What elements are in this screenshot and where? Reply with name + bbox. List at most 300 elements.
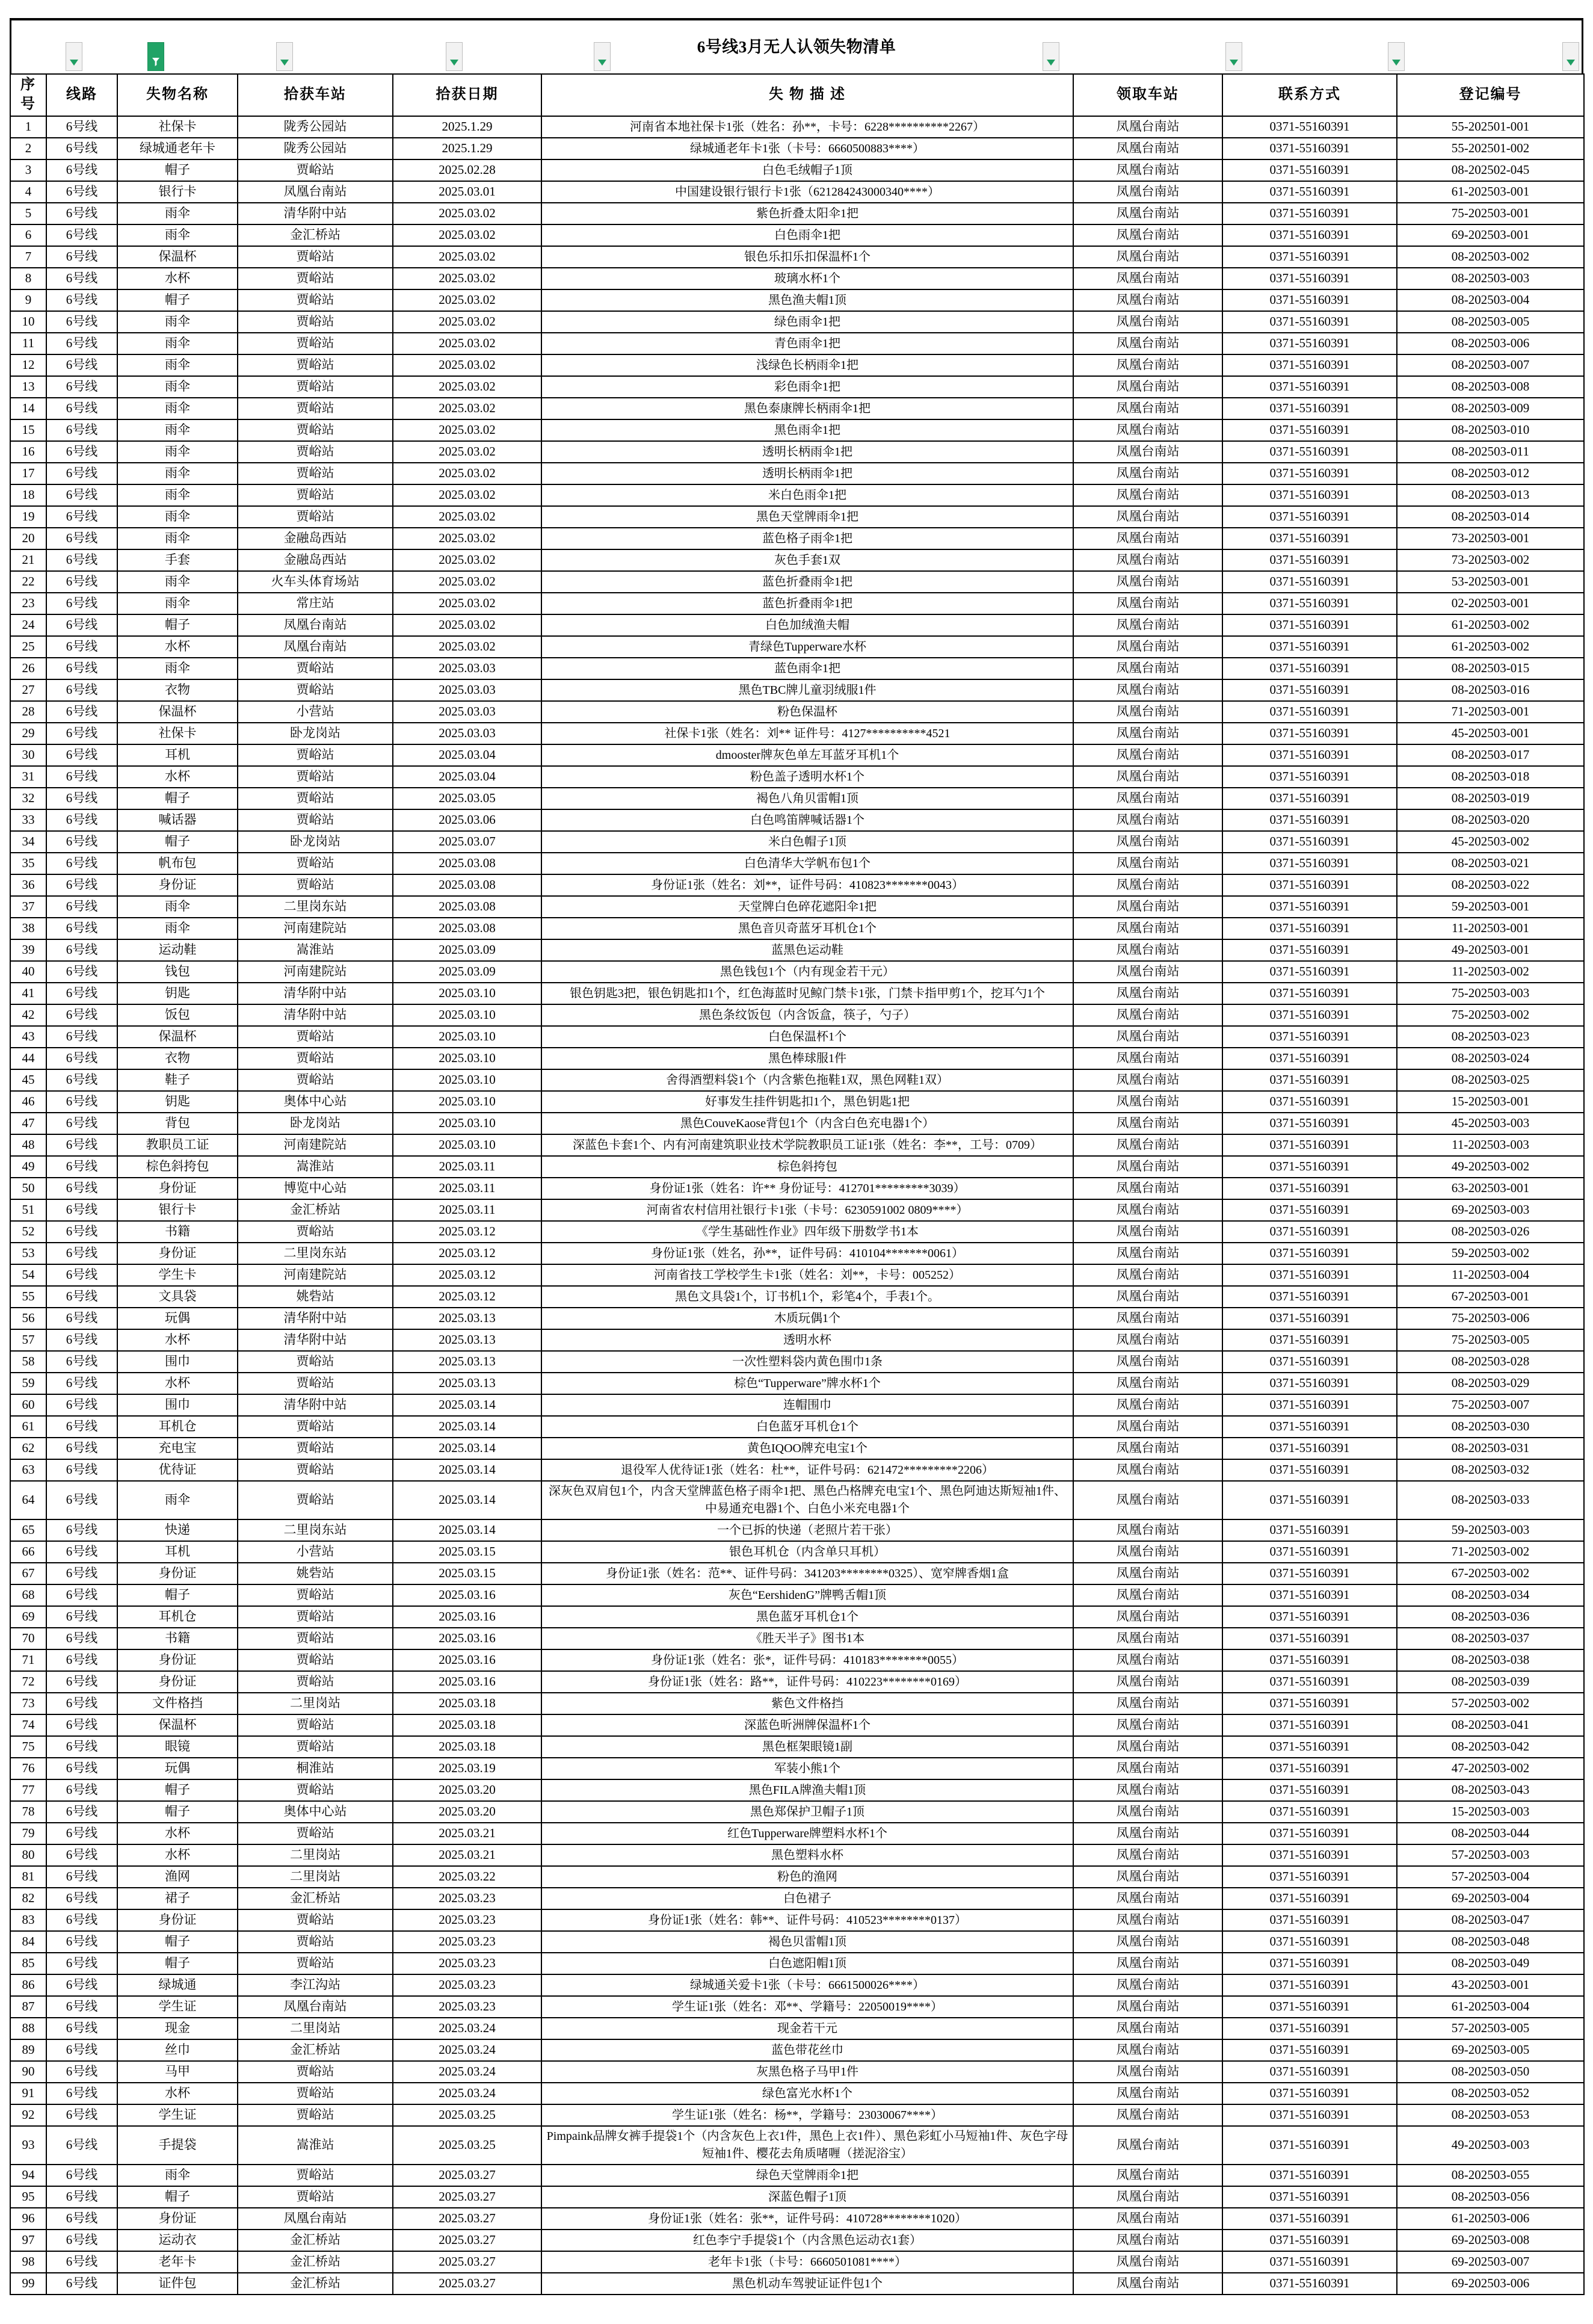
cell-found-date[interactable]: 2025.03.25	[393, 2126, 541, 2165]
cell-contact[interactable]: 0371-55160391	[1222, 2039, 1397, 2061]
table-row[interactable]	[10, 2126, 1584, 2165]
cell-item[interactable]: 钱包	[117, 961, 238, 983]
cell-found-station[interactable]: 贾峪站	[238, 1438, 393, 1459]
cell-description[interactable]: 深蓝色昕洲牌保温杯1个	[541, 1714, 1073, 1736]
table-row[interactable]	[10, 1541, 1584, 1563]
cell-found-station[interactable]: 二里岗站	[238, 1693, 393, 1714]
cell-contact[interactable]: 0371-55160391	[1222, 1844, 1397, 1866]
cell-claim-station[interactable]: 凤凰台南站	[1073, 1693, 1222, 1714]
cell-line[interactable]: 6号线	[46, 138, 117, 159]
cell-found-date[interactable]: 2025.03.15	[393, 1563, 541, 1584]
cell-found-date[interactable]: 2025.03.02	[393, 593, 541, 614]
cell-claim-station[interactable]: 凤凰台南站	[1073, 1541, 1222, 1563]
cell-reg-number[interactable]: 08-202503-028	[1397, 1351, 1584, 1373]
cell-found-date[interactable]: 2025.03.19	[393, 1758, 541, 1779]
cell-index[interactable]: 17	[10, 463, 46, 484]
cell-line[interactable]: 6号线	[46, 398, 117, 419]
cell-item[interactable]: 水杯	[117, 1329, 238, 1351]
cell-description[interactable]: 灰色“EershidenG”牌鸭舌帽1顶	[541, 1584, 1073, 1606]
cell-description[interactable]: 白色保温杯1个	[541, 1026, 1073, 1048]
cell-found-station[interactable]: 贾峪站	[238, 1909, 393, 1931]
cell-line[interactable]: 6号线	[46, 1584, 117, 1606]
cell-found-date[interactable]: 2025.03.15	[393, 1541, 541, 1563]
table-row[interactable]	[10, 1758, 1584, 1779]
cell-found-date[interactable]: 2025.03.03	[393, 658, 541, 679]
cell-index[interactable]: 84	[10, 1931, 46, 1953]
table-row[interactable]	[10, 1823, 1584, 1844]
cell-found-station[interactable]: 贾峪站	[238, 484, 393, 506]
cell-claim-station[interactable]: 凤凰台南站	[1073, 571, 1222, 593]
cell-contact[interactable]: 0371-55160391	[1222, 1264, 1397, 1286]
cell-found-station[interactable]: 凤凰台南站	[238, 614, 393, 636]
cell-contact[interactable]: 0371-55160391	[1222, 1519, 1397, 1541]
cell-index[interactable]: 67	[10, 1563, 46, 1584]
cell-found-date[interactable]: 2025.03.02	[393, 354, 541, 376]
cell-item[interactable]: 雨伞	[117, 896, 238, 918]
cell-found-date[interactable]: 2025.03.23	[393, 1909, 541, 1931]
cell-reg-number[interactable]: 75-202503-001	[1397, 203, 1584, 224]
cell-contact[interactable]: 0371-55160391	[1222, 809, 1397, 831]
table-row[interactable]	[10, 1888, 1584, 1909]
cell-claim-station[interactable]: 凤凰台南站	[1073, 1671, 1222, 1693]
cell-index[interactable]: 57	[10, 1329, 46, 1351]
cell-claim-station[interactable]: 凤凰台南站	[1073, 1844, 1222, 1866]
cell-claim-station[interactable]: 凤凰台南站	[1073, 376, 1222, 398]
cell-contact[interactable]: 0371-55160391	[1222, 1584, 1397, 1606]
cell-found-date[interactable]: 2025.03.21	[393, 1823, 541, 1844]
cell-item[interactable]: 雨伞	[117, 441, 238, 463]
cell-claim-station[interactable]: 凤凰台南站	[1073, 2230, 1222, 2251]
cell-found-date[interactable]: 2025.03.24	[393, 2083, 541, 2104]
cell-found-station[interactable]: 贾峪站	[238, 1628, 393, 1649]
cell-reg-number[interactable]: 15-202503-001	[1397, 1091, 1584, 1113]
cell-index[interactable]: 90	[10, 2061, 46, 2083]
cell-index[interactable]: 81	[10, 1866, 46, 1888]
table-row[interactable]	[10, 658, 1584, 679]
cell-line[interactable]: 6号线	[46, 1308, 117, 1329]
cell-description[interactable]: 银色钥匙3把，银色钥匙扣1个，红色海蓝时见鲸门禁卡1张，门禁卡指甲剪1个，挖耳勺1个	[541, 983, 1073, 1004]
table-row[interactable]	[10, 1394, 1584, 1416]
cell-contact[interactable]: 0371-55160391	[1222, 1931, 1397, 1953]
cell-claim-station[interactable]: 凤凰台南站	[1073, 896, 1222, 918]
cell-description[interactable]: 身份证1张（姓名：范**、证件号码：341203********0325）、宽窄牌香烟1盒	[541, 1563, 1073, 1584]
cell-found-station[interactable]: 凤凰台南站	[238, 2208, 393, 2230]
cell-description[interactable]: 白色遮阳帽1顶	[541, 1953, 1073, 1974]
table-row[interactable]	[10, 2273, 1584, 2295]
cell-line[interactable]: 6号线	[46, 528, 117, 549]
cell-found-date[interactable]: 2025.03.12	[393, 1243, 541, 1264]
cell-found-date[interactable]: 2025.1.29	[393, 138, 541, 159]
cell-found-date[interactable]: 2025.03.01	[393, 181, 541, 203]
table-row[interactable]	[10, 1351, 1584, 1373]
cell-contact[interactable]: 0371-55160391	[1222, 1714, 1397, 1736]
cell-description[interactable]: 黑色蓝牙耳机仓1个	[541, 1606, 1073, 1628]
cell-claim-station[interactable]: 凤凰台南站	[1073, 918, 1222, 939]
cell-claim-station[interactable]: 凤凰台南站	[1073, 1113, 1222, 1134]
cell-description[interactable]: 灰色手套1双	[541, 549, 1073, 571]
table-row[interactable]	[10, 961, 1584, 983]
table-row[interactable]	[10, 1844, 1584, 1866]
cell-index[interactable]: 7	[10, 246, 46, 268]
cell-index[interactable]: 28	[10, 701, 46, 723]
cell-description[interactable]: 白色雨伞1把	[541, 224, 1073, 246]
cell-item[interactable]: 雨伞	[117, 398, 238, 419]
cell-found-station[interactable]: 李江沟站	[238, 1974, 393, 1996]
cell-found-station[interactable]: 贾峪站	[238, 246, 393, 268]
cell-description[interactable]: 褐色八角贝雷帽1顶	[541, 788, 1073, 809]
cell-claim-station[interactable]: 凤凰台南站	[1073, 1134, 1222, 1156]
cell-found-date[interactable]: 2025.03.08	[393, 896, 541, 918]
cell-contact[interactable]: 0371-55160391	[1222, 1953, 1397, 1974]
cell-claim-station[interactable]: 凤凰台南站	[1073, 1996, 1222, 2018]
cell-line[interactable]: 6号线	[46, 1693, 117, 1714]
cell-description[interactable]: 身份证1张（姓名：韩**、证件号码：410523********0137）	[541, 1909, 1073, 1931]
cell-claim-station[interactable]: 凤凰台南站	[1073, 1069, 1222, 1091]
cell-line[interactable]: 6号线	[46, 961, 117, 983]
cell-found-station[interactable]: 金汇桥站	[238, 1199, 393, 1221]
cell-found-station[interactable]: 贾峪站	[238, 1779, 393, 1801]
cell-found-station[interactable]: 奥体中心站	[238, 1801, 393, 1823]
cell-found-date[interactable]: 2025.03.11	[393, 1199, 541, 1221]
cell-found-date[interactable]: 2025.03.14	[393, 1416, 541, 1438]
cell-contact[interactable]: 0371-55160391	[1222, 1459, 1397, 1481]
cell-reg-number[interactable]: 08-202503-011	[1397, 441, 1584, 463]
cell-index[interactable]: 22	[10, 571, 46, 593]
cell-item[interactable]: 帽子	[117, 2186, 238, 2208]
table-row[interactable]	[10, 1026, 1584, 1048]
cell-found-date[interactable]: 2025.03.02	[393, 203, 541, 224]
cell-claim-station[interactable]: 凤凰台南站	[1073, 506, 1222, 528]
cell-item[interactable]: 雨伞	[117, 203, 238, 224]
cell-claim-station[interactable]: 凤凰台南站	[1073, 528, 1222, 549]
cell-index[interactable]: 18	[10, 484, 46, 506]
table-row[interactable]	[10, 1953, 1584, 1974]
cell-reg-number[interactable]: 08-202503-052	[1397, 2083, 1584, 2104]
cell-found-date[interactable]: 2025.03.18	[393, 1693, 541, 1714]
cell-found-date[interactable]: 2025.03.27	[393, 2251, 541, 2273]
cell-contact[interactable]: 0371-55160391	[1222, 354, 1397, 376]
cell-item[interactable]: 帽子	[117, 831, 238, 853]
cell-claim-station[interactable]: 凤凰台南站	[1073, 723, 1222, 744]
cell-reg-number[interactable]: 08-202503-029	[1397, 1373, 1584, 1394]
cell-found-station[interactable]: 金汇桥站	[238, 2230, 393, 2251]
cell-item[interactable]: 绿城通老年卡	[117, 138, 238, 159]
cell-found-date[interactable]: 2025.03.02	[393, 289, 541, 311]
cell-found-date[interactable]: 2025.03.09	[393, 961, 541, 983]
cell-description[interactable]: 绿色雨伞1把	[541, 311, 1073, 333]
cell-description[interactable]: 黑色FILA牌渔夫帽1顶	[541, 1779, 1073, 1801]
cell-description[interactable]: 深灰色双肩包1个，内含天堂牌蓝色格子雨伞1把、黑色凸格牌充电宝1个、黑色阿迪达斯短袖1件、中易通充电器1个、白色小米充电器1个	[541, 1481, 1073, 1519]
cell-contact[interactable]: 0371-55160391	[1222, 766, 1397, 788]
cell-found-station[interactable]: 金融岛西站	[238, 549, 393, 571]
cell-description[interactable]: 粉色保温杯	[541, 701, 1073, 723]
cell-found-station[interactable]: 金汇桥站	[238, 2273, 393, 2295]
cell-index[interactable]: 11	[10, 333, 46, 354]
cell-index[interactable]: 96	[10, 2208, 46, 2230]
cell-index[interactable]: 77	[10, 1779, 46, 1801]
cell-contact[interactable]: 0371-55160391	[1222, 679, 1397, 701]
cell-found-station[interactable]: 姚砦站	[238, 1286, 393, 1308]
cell-contact[interactable]: 0371-55160391	[1222, 1541, 1397, 1563]
cell-line[interactable]: 6号线	[46, 1134, 117, 1156]
cell-claim-station[interactable]: 凤凰台南站	[1073, 1221, 1222, 1243]
cell-found-date[interactable]: 2025.03.08	[393, 874, 541, 896]
cell-reg-number[interactable]: 49-202503-002	[1397, 1156, 1584, 1178]
cell-contact[interactable]: 0371-55160391	[1222, 1416, 1397, 1438]
cell-contact[interactable]: 0371-55160391	[1222, 376, 1397, 398]
cell-contact[interactable]: 0371-55160391	[1222, 116, 1397, 138]
cell-item[interactable]: 水杯	[117, 636, 238, 658]
cell-claim-station[interactable]: 凤凰台南站	[1073, 2104, 1222, 2126]
table-row[interactable]	[10, 1264, 1584, 1286]
cell-item[interactable]: 钥匙	[117, 1091, 238, 1113]
cell-found-date[interactable]: 2025.03.05	[393, 788, 541, 809]
table-row[interactable]	[10, 289, 1584, 311]
cell-index[interactable]: 50	[10, 1178, 46, 1199]
filter-button-col-h[interactable]	[1388, 42, 1405, 71]
cell-found-station[interactable]: 贾峪站	[238, 441, 393, 463]
cell-reg-number[interactable]: 08-202503-037	[1397, 1628, 1584, 1649]
cell-found-station[interactable]: 贾峪站	[238, 1953, 393, 1974]
cell-item[interactable]: 老年卡	[117, 2251, 238, 2273]
cell-item[interactable]: 运动鞋	[117, 939, 238, 961]
cell-found-station[interactable]: 清华附中站	[238, 1004, 393, 1026]
column-header-item[interactable]: 失物名称	[117, 74, 238, 116]
cell-reg-number[interactable]: 11-202503-003	[1397, 1134, 1584, 1156]
cell-found-station[interactable]: 清华附中站	[238, 1394, 393, 1416]
cell-contact[interactable]: 0371-55160391	[1222, 701, 1397, 723]
cell-reg-number[interactable]: 43-202503-001	[1397, 1974, 1584, 1996]
cell-index[interactable]: 39	[10, 939, 46, 961]
cell-description[interactable]: 一个已拆的快递（老照片若干张）	[541, 1519, 1073, 1541]
cell-found-station[interactable]: 河南建院站	[238, 961, 393, 983]
cell-reg-number[interactable]: 08-202503-024	[1397, 1048, 1584, 1069]
cell-description[interactable]: 透明水杯	[541, 1329, 1073, 1351]
cell-item[interactable]: 帽子	[117, 788, 238, 809]
cell-line[interactable]: 6号线	[46, 1844, 117, 1866]
cell-index[interactable]: 41	[10, 983, 46, 1004]
cell-item[interactable]: 帽子	[117, 1801, 238, 1823]
cell-item[interactable]: 鞋子	[117, 1069, 238, 1091]
cell-found-date[interactable]: 2025.03.02	[393, 376, 541, 398]
cell-contact[interactable]: 0371-55160391	[1222, 1823, 1397, 1844]
table-row[interactable]	[10, 1584, 1584, 1606]
cell-line[interactable]: 6号线	[46, 983, 117, 1004]
cell-item[interactable]: 雨伞	[117, 593, 238, 614]
cell-index[interactable]: 32	[10, 788, 46, 809]
cell-description[interactable]: 黑色塑料水杯	[541, 1844, 1073, 1866]
cell-claim-station[interactable]: 凤凰台南站	[1073, 1606, 1222, 1628]
cell-index[interactable]: 5	[10, 203, 46, 224]
cell-claim-station[interactable]: 凤凰台南站	[1073, 2165, 1222, 2186]
table-row[interactable]	[10, 593, 1584, 614]
cell-item[interactable]: 棕色斜挎包	[117, 1156, 238, 1178]
cell-description[interactable]: 浅绿色长柄雨伞1把	[541, 354, 1073, 376]
cell-index[interactable]: 49	[10, 1156, 46, 1178]
cell-contact[interactable]: 0371-55160391	[1222, 1606, 1397, 1628]
cell-contact[interactable]: 0371-55160391	[1222, 1801, 1397, 1823]
cell-contact[interactable]: 0371-55160391	[1222, 1649, 1397, 1671]
cell-item[interactable]: 帽子	[117, 1931, 238, 1953]
cell-line[interactable]: 6号线	[46, 311, 117, 333]
cell-claim-station[interactable]: 凤凰台南站	[1073, 1779, 1222, 1801]
cell-index[interactable]: 80	[10, 1844, 46, 1866]
cell-description[interactable]: 白色加绒渔夫帽	[541, 614, 1073, 636]
cell-line[interactable]: 6号线	[46, 354, 117, 376]
cell-reg-number[interactable]: 53-202503-001	[1397, 571, 1584, 593]
cell-contact[interactable]: 0371-55160391	[1222, 528, 1397, 549]
table-row[interactable]	[10, 463, 1584, 484]
cell-reg-number[interactable]: 08-202503-050	[1397, 2061, 1584, 2083]
cell-claim-station[interactable]: 凤凰台南站	[1073, 484, 1222, 506]
cell-found-date[interactable]: 2025.03.09	[393, 939, 541, 961]
cell-claim-station[interactable]: 凤凰台南站	[1073, 1243, 1222, 1264]
cell-reg-number[interactable]: 69-202503-001	[1397, 224, 1584, 246]
cell-reg-number[interactable]: 08-202503-032	[1397, 1459, 1584, 1481]
cell-contact[interactable]: 0371-55160391	[1222, 1329, 1397, 1351]
cell-claim-station[interactable]: 凤凰台南站	[1073, 1286, 1222, 1308]
cell-found-station[interactable]: 清华附中站	[238, 1308, 393, 1329]
cell-claim-station[interactable]: 凤凰台南站	[1073, 1351, 1222, 1373]
cell-item[interactable]: 手提袋	[117, 2126, 238, 2165]
cell-item[interactable]: 雨伞	[117, 918, 238, 939]
cell-reg-number[interactable]: 08-202503-048	[1397, 1931, 1584, 1953]
cell-found-date[interactable]: 2025.03.22	[393, 1866, 541, 1888]
cell-claim-station[interactable]: 凤凰台南站	[1073, 983, 1222, 1004]
cell-item[interactable]: 身份证	[117, 1649, 238, 1671]
cell-line[interactable]: 6号线	[46, 506, 117, 528]
cell-description[interactable]: 身份证1张（姓名：张*，证件号码：410183********0055）	[541, 1649, 1073, 1671]
cell-contact[interactable]: 0371-55160391	[1222, 1888, 1397, 1909]
table-row[interactable]	[10, 1563, 1584, 1584]
table-row[interactable]	[10, 766, 1584, 788]
cell-found-date[interactable]: 2025.03.18	[393, 1714, 541, 1736]
cell-found-station[interactable]: 博览中心站	[238, 1178, 393, 1199]
cell-found-station[interactable]: 陇秀公园站	[238, 138, 393, 159]
cell-found-station[interactable]: 贾峪站	[238, 1373, 393, 1394]
table-row[interactable]	[10, 354, 1584, 376]
cell-description[interactable]: 白色裙子	[541, 1888, 1073, 1909]
cell-reg-number[interactable]: 08-202503-019	[1397, 788, 1584, 809]
cell-reg-number[interactable]: 08-202503-025	[1397, 1069, 1584, 1091]
cell-claim-station[interactable]: 凤凰台南站	[1073, 354, 1222, 376]
cell-index[interactable]: 74	[10, 1714, 46, 1736]
cell-contact[interactable]: 0371-55160391	[1222, 333, 1397, 354]
cell-contact[interactable]: 0371-55160391	[1222, 983, 1397, 1004]
cell-contact[interactable]: 0371-55160391	[1222, 636, 1397, 658]
cell-found-station[interactable]: 清华附中站	[238, 983, 393, 1004]
cell-reg-number[interactable]: 61-202503-002	[1397, 636, 1584, 658]
cell-item[interactable]: 书籍	[117, 1628, 238, 1649]
cell-item[interactable]: 身份证	[117, 2208, 238, 2230]
cell-description[interactable]: 老年卡1张（卡号：6660501081****）	[541, 2251, 1073, 2273]
cell-found-date[interactable]: 2025.03.14	[393, 1459, 541, 1481]
cell-item[interactable]: 水杯	[117, 1844, 238, 1866]
cell-found-station[interactable]: 贾峪站	[238, 1351, 393, 1373]
cell-index[interactable]: 99	[10, 2273, 46, 2295]
column-header-contact[interactable]: 联系方式	[1222, 74, 1397, 116]
cell-claim-station[interactable]: 凤凰台南站	[1073, 311, 1222, 333]
table-row[interactable]	[10, 1628, 1584, 1649]
cell-found-date[interactable]: 2025.03.04	[393, 744, 541, 766]
cell-line[interactable]: 6号线	[46, 1931, 117, 1953]
cell-description[interactable]: 天堂牌白色碎花遮阳伞1把	[541, 896, 1073, 918]
cell-item[interactable]: 耳机	[117, 744, 238, 766]
cell-item[interactable]: 身份证	[117, 874, 238, 896]
cell-description[interactable]: 绿城通关爱卡1张（卡号：6661500026****）	[541, 1974, 1073, 1996]
cell-contact[interactable]: 0371-55160391	[1222, 159, 1397, 181]
cell-line[interactable]: 6号线	[46, 614, 117, 636]
cell-contact[interactable]: 0371-55160391	[1222, 1974, 1397, 1996]
cell-claim-station[interactable]: 凤凰台南站	[1073, 636, 1222, 658]
cell-reg-number[interactable]: 08-202503-053	[1397, 2104, 1584, 2126]
cell-found-date[interactable]: 2025.03.16	[393, 1628, 541, 1649]
table-row[interactable]	[10, 1243, 1584, 1264]
column-header-found-station[interactable]: 拾获车站	[238, 74, 393, 116]
cell-line[interactable]: 6号线	[46, 831, 117, 853]
cell-found-station[interactable]: 贾峪站	[238, 1736, 393, 1758]
cell-found-station[interactable]: 卧龙岗站	[238, 723, 393, 744]
cell-found-station[interactable]: 贾峪站	[238, 1606, 393, 1628]
cell-claim-station[interactable]: 凤凰台南站	[1073, 441, 1222, 463]
table-row[interactable]	[10, 2230, 1584, 2251]
cell-item[interactable]: 学生证	[117, 2104, 238, 2126]
column-header-index[interactable]: 序号	[10, 74, 46, 116]
cell-found-station[interactable]: 二里岗东站	[238, 1243, 393, 1264]
cell-index[interactable]: 44	[10, 1048, 46, 1069]
cell-description[interactable]: 身份证1张（姓名：刘**，证件号码：410823*******0043）	[541, 874, 1073, 896]
cell-contact[interactable]: 0371-55160391	[1222, 1243, 1397, 1264]
cell-found-station[interactable]: 贾峪站	[238, 2083, 393, 2104]
cell-found-date[interactable]: 2025.03.24	[393, 2039, 541, 2061]
cell-item[interactable]: 背包	[117, 1113, 238, 1134]
cell-found-date[interactable]: 2025.03.27	[393, 2273, 541, 2295]
cell-description[interactable]: 白色毛绒帽子1顶	[541, 159, 1073, 181]
cell-contact[interactable]: 0371-55160391	[1222, 1199, 1397, 1221]
cell-item[interactable]: 雨伞	[117, 311, 238, 333]
cell-reg-number[interactable]: 08-202503-007	[1397, 354, 1584, 376]
cell-found-station[interactable]: 贾峪站	[238, 354, 393, 376]
cell-index[interactable]: 79	[10, 1823, 46, 1844]
cell-reg-number[interactable]: 08-202503-022	[1397, 874, 1584, 896]
cell-index[interactable]: 89	[10, 2039, 46, 2061]
cell-claim-station[interactable]: 凤凰台南站	[1073, 203, 1222, 224]
cell-index[interactable]: 51	[10, 1199, 46, 1221]
cell-reg-number[interactable]: 02-202503-001	[1397, 593, 1584, 614]
table-row[interactable]	[10, 203, 1584, 224]
cell-description[interactable]: 黑色音贝奇蓝牙耳机仓1个	[541, 918, 1073, 939]
cell-description[interactable]: 白色鸣笛牌喊话器1个	[541, 809, 1073, 831]
cell-claim-station[interactable]: 凤凰台南站	[1073, 138, 1222, 159]
cell-reg-number[interactable]: 08-202503-036	[1397, 1606, 1584, 1628]
table-row[interactable]	[10, 376, 1584, 398]
cell-index[interactable]: 34	[10, 831, 46, 853]
cell-claim-station[interactable]: 凤凰台南站	[1073, 831, 1222, 853]
cell-found-station[interactable]: 清华附中站	[238, 1329, 393, 1351]
cell-description[interactable]: 透明长柄雨伞1把	[541, 441, 1073, 463]
cell-claim-station[interactable]: 凤凰台南站	[1073, 2126, 1222, 2165]
cell-reg-number[interactable]: 08-202503-030	[1397, 1416, 1584, 1438]
cell-claim-station[interactable]: 凤凰台南站	[1073, 658, 1222, 679]
cell-claim-station[interactable]: 凤凰台南站	[1073, 1758, 1222, 1779]
cell-contact[interactable]: 0371-55160391	[1222, 289, 1397, 311]
cell-line[interactable]: 6号线	[46, 2165, 117, 2186]
cell-claim-station[interactable]: 凤凰台南站	[1073, 463, 1222, 484]
cell-found-station[interactable]: 金汇桥站	[238, 1888, 393, 1909]
cell-contact[interactable]: 0371-55160391	[1222, 1909, 1397, 1931]
table-row[interactable]	[10, 1714, 1584, 1736]
cell-contact[interactable]: 0371-55160391	[1222, 853, 1397, 874]
